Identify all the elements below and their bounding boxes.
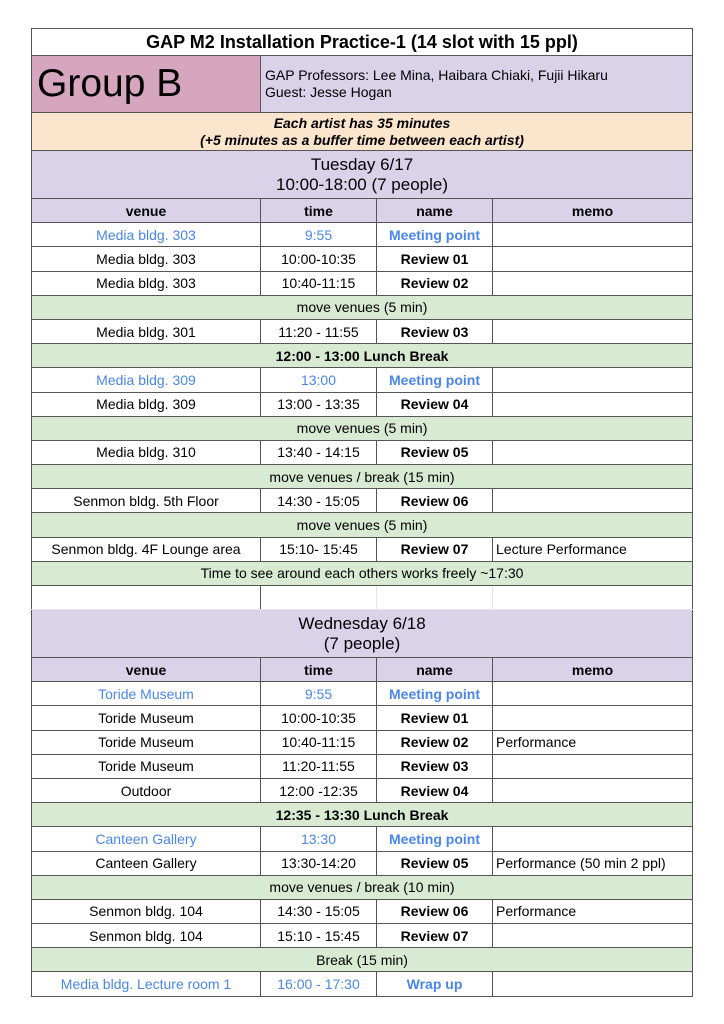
venue-cell: Senmon bldg. 4F Lounge area <box>32 537 261 561</box>
time-cell: 14:30 - 15:05 <box>261 899 377 923</box>
table-row <box>32 319 693 343</box>
venue-cell: Senmon bldg. 5th Floor <box>32 489 261 513</box>
table-row <box>32 827 693 851</box>
move-venues-row: move venues (5 min) <box>32 416 693 440</box>
name-cell: Review 05 <box>377 440 493 464</box>
time-cell: 13:40 - 14:15 <box>261 440 377 464</box>
venue-cell: Outdoor <box>32 778 261 802</box>
name-cell: Meeting point <box>377 682 493 706</box>
table-row <box>32 706 693 730</box>
venue-cell: Toride Museum <box>32 754 261 778</box>
table-row <box>32 682 693 706</box>
name-cell: Wrap up <box>377 972 493 996</box>
memo-cell <box>493 392 693 416</box>
day-header-tuesday <box>32 151 693 199</box>
day-title: Tuesday 6/17 <box>310 154 414 174</box>
time-cell: 10:00-10:35 <box>261 247 377 271</box>
col-header-venue: venue <box>32 658 261 682</box>
table-row <box>32 223 693 247</box>
venue-cell: Canteen Gallery <box>32 851 261 875</box>
venue-cell: Media bldg. 309 <box>32 368 261 392</box>
time-cell: 11:20 - 11:55 <box>261 319 377 343</box>
time-cell: 16:00 - 17:30 <box>261 972 377 996</box>
name-cell: Review 04 <box>377 778 493 802</box>
table-row <box>32 754 693 778</box>
name-cell: Review 07 <box>377 537 493 561</box>
col-header-memo: memo <box>493 199 693 223</box>
table-row <box>32 392 693 416</box>
name-cell: Review 06 <box>377 899 493 923</box>
table-row <box>32 440 693 464</box>
memo-cell <box>493 972 693 996</box>
time-note-line1: Each artist has 35 minutes <box>273 114 451 131</box>
time-note-line2: (+5 minutes as a buffer time between each artist) <box>200 131 524 148</box>
memo-cell <box>493 754 693 778</box>
table-row <box>32 271 693 295</box>
professors-cell <box>261 56 693 113</box>
time-cell: 15:10- 15:45 <box>261 537 377 561</box>
memo-cell <box>493 319 693 343</box>
table-row <box>32 537 693 561</box>
free-viewing-row: Time to see around each others works freely ~17:30 <box>32 561 693 585</box>
group-label: Group B <box>32 56 261 113</box>
table-row <box>32 247 693 271</box>
venue-cell: Media bldg. 303 <box>32 247 261 271</box>
time-cell: 9:55 <box>261 682 377 706</box>
memo-cell <box>493 924 693 948</box>
move-venues-row: move venues (5 min) <box>32 513 693 537</box>
day-title: Wednesday 6/18 <box>298 613 426 633</box>
memo-cell <box>493 440 693 464</box>
guest-line: Guest: Jesse Hogan <box>265 84 392 100</box>
professors-line: GAP Professors: Lee Mina, Haibara Chiaki, Fujii Hikaru <box>265 67 608 83</box>
time-cell: 12:00 -12:35 <box>261 778 377 802</box>
time-cell: 11:20-11:55 <box>261 754 377 778</box>
name-cell: Review 04 <box>377 392 493 416</box>
venue-cell: Senmon bldg. 104 <box>32 899 261 923</box>
time-cell: 15:10 - 15:45 <box>261 924 377 948</box>
venue-cell: Senmon bldg. 104 <box>32 924 261 948</box>
table-row <box>32 972 693 996</box>
table-row <box>32 778 693 802</box>
time-cell: 9:55 <box>261 223 377 247</box>
name-cell: Review 07 <box>377 924 493 948</box>
venue-cell: Toride Museum <box>32 730 261 754</box>
name-cell: Review 06 <box>377 489 493 513</box>
name-cell: Review 05 <box>377 851 493 875</box>
time-cell: 13:00 - 13:35 <box>261 392 377 416</box>
memo-cell: Performance <box>493 899 693 923</box>
day-subtitle: 10:00-18:00 (7 people) <box>276 174 449 194</box>
sheet-title: GAP M2 Installation Practice-1 (14 slot with 15 ppl) <box>32 29 693 56</box>
name-cell: Review 03 <box>377 319 493 343</box>
name-cell: Review 01 <box>377 247 493 271</box>
col-header-time: time <box>261 199 377 223</box>
move-venues-row: move venues / break (10 min) <box>32 875 693 899</box>
schedule-table <box>31 28 693 997</box>
move-venues-row: move venues (5 min) <box>32 295 693 319</box>
day-subtitle: (7 people) <box>323 633 401 653</box>
time-cell: 10:40-11:15 <box>261 271 377 295</box>
schedule-sheet <box>31 28 692 997</box>
venue-cell: Media bldg. 303 <box>32 223 261 247</box>
venue-cell: Media bldg. 301 <box>32 319 261 343</box>
table-row <box>32 851 693 875</box>
venue-cell: Toride Museum <box>32 682 261 706</box>
col-header-venue: venue <box>32 199 261 223</box>
table-row <box>32 489 693 513</box>
table-row <box>32 899 693 923</box>
memo-cell <box>493 247 693 271</box>
name-cell: Meeting point <box>377 223 493 247</box>
memo-cell: Lecture Performance <box>493 537 693 561</box>
venue-cell: Canteen Gallery <box>32 827 261 851</box>
col-header-time: time <box>261 658 377 682</box>
table-row <box>32 924 693 948</box>
col-header-memo: memo <box>493 658 693 682</box>
memo-cell <box>493 489 693 513</box>
time-cell: 13:30 <box>261 827 377 851</box>
time-cell: 10:40-11:15 <box>261 730 377 754</box>
name-cell: Review 03 <box>377 754 493 778</box>
time-cell: 13:30-14:20 <box>261 851 377 875</box>
name-cell: Review 02 <box>377 271 493 295</box>
venue-cell: Media bldg. Lecture room 1 <box>32 972 261 996</box>
name-cell: Meeting point <box>377 368 493 392</box>
memo-cell <box>493 827 693 851</box>
col-header-name: name <box>377 658 493 682</box>
venue-cell: Toride Museum <box>32 706 261 730</box>
memo-cell <box>493 368 693 392</box>
time-cell: 13:00 <box>261 368 377 392</box>
memo-cell <box>493 271 693 295</box>
venue-cell: Media bldg. 310 <box>32 440 261 464</box>
lunch-break-row: 12:35 - 13:30 Lunch Break <box>32 803 693 827</box>
name-cell: Review 02 <box>377 730 493 754</box>
spacer-row <box>32 586 693 610</box>
table-row <box>32 730 693 754</box>
memo-cell: Performance (50 min 2 ppl) <box>493 851 693 875</box>
memo-cell: Performance <box>493 730 693 754</box>
move-venues-row: move venues / break (15 min) <box>32 465 693 489</box>
col-header-name: name <box>377 199 493 223</box>
time-cell: 14:30 - 15:05 <box>261 489 377 513</box>
lunch-break-row: 12:00 - 13:00 Lunch Break <box>32 344 693 368</box>
name-cell: Review 01 <box>377 706 493 730</box>
memo-cell <box>493 223 693 247</box>
day-header-wednesday <box>32 610 693 658</box>
time-cell: 10:00-10:35 <box>261 706 377 730</box>
table-row <box>32 368 693 392</box>
memo-cell <box>493 706 693 730</box>
time-note <box>32 113 693 151</box>
break-row: Break (15 min) <box>32 948 693 972</box>
memo-cell <box>493 778 693 802</box>
memo-cell <box>493 682 693 706</box>
venue-cell: Media bldg. 309 <box>32 392 261 416</box>
venue-cell: Media bldg. 303 <box>32 271 261 295</box>
name-cell: Meeting point <box>377 827 493 851</box>
